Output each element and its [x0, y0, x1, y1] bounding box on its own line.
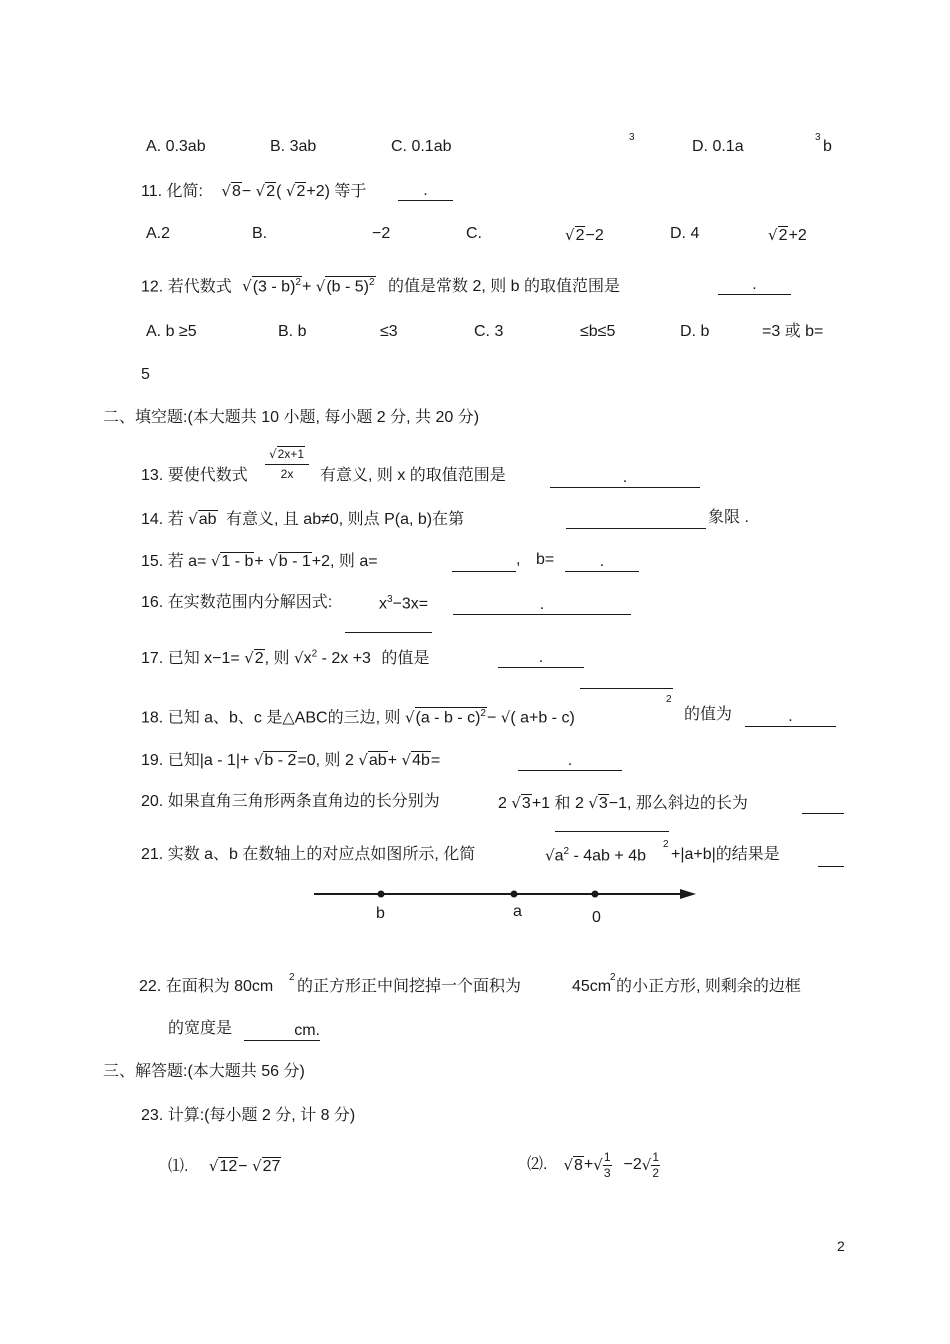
q14-tail-2: 象限 .	[708, 509, 749, 526]
q21-radical-a: a	[554, 847, 564, 865]
q12-option-d-value: =3 或 b=	[762, 323, 824, 340]
fraction-denominator: 2	[652, 1165, 660, 1180]
q16-x: x	[379, 595, 387, 613]
q23-part-2-fraction-2	[651, 1150, 660, 1180]
q17-radical-2: x	[303, 650, 312, 667]
sqrt-symbol: √	[588, 794, 598, 812]
q16-exponent: 3	[387, 594, 393, 605]
q11-minus: −	[241, 183, 252, 200]
q13-fraction	[265, 446, 309, 480]
q23-part-2-plus: +	[583, 1156, 594, 1173]
q18-overline	[580, 688, 673, 689]
q14-number: 14. 若	[141, 511, 184, 528]
q21-overline	[555, 831, 669, 832]
q21-exponent-a: 2	[563, 846, 570, 857]
q10-option-c-sup: 3	[629, 132, 635, 143]
q16-expression-tail: −3x=	[392, 595, 429, 613]
q13-radical: 2x+1	[277, 447, 304, 461]
q20-mid: +1 和 2	[531, 795, 584, 812]
q21-text: 21. 实数 a、b 在数轴上的对应点如图所示, 化简	[141, 846, 476, 863]
sqrt-symbol: √	[641, 1155, 652, 1174]
q11-option-d-tail: +2	[788, 227, 807, 244]
q12-exponent-1: 2	[295, 277, 301, 288]
sqrt-symbol: √	[268, 552, 278, 570]
sqrt-symbol: √	[500, 708, 511, 727]
q21-exponent-b: 2	[663, 839, 669, 850]
q15-answer-blank-a	[452, 553, 516, 572]
q22-sup-1: 2	[289, 972, 295, 983]
q23-part-2-minus: −2	[623, 1156, 642, 1173]
sqrt-symbol: √	[255, 182, 266, 200]
sqrt-symbol: √	[768, 226, 778, 244]
q22-line2: 的宽度是	[168, 1020, 233, 1037]
sqrt-symbol: √	[253, 751, 264, 769]
q12-radical-1	[252, 276, 302, 296]
sqrt-symbol: √	[208, 1157, 219, 1175]
q23-part-1-minus: −	[238, 1158, 248, 1175]
q14-radical: ab	[198, 511, 217, 528]
q18-answer-blank	[745, 708, 836, 727]
number-line-point-zero	[592, 891, 599, 898]
q20-tail: −1, 那么斜边的长为	[608, 795, 748, 812]
q21-answer-blank	[818, 848, 844, 867]
q11-option-b-value: −2	[372, 225, 391, 242]
q15-number: 15. 若 a=	[141, 553, 207, 570]
q18-radical-1-body: (a - b - c)	[415, 709, 481, 727]
q20-radical-2: 3	[598, 795, 608, 812]
number-line	[310, 884, 700, 904]
q11-radical-2b: 2	[296, 183, 306, 200]
blank-dot: .	[788, 708, 793, 725]
q16-answer-blank	[453, 596, 631, 615]
q12-option-c: C. 3	[474, 323, 504, 340]
q12-question	[141, 276, 620, 296]
q19-radical-1: b - 2	[264, 752, 297, 769]
fraction-numerator: 1	[603, 1150, 611, 1165]
q15-comma: ,	[516, 551, 521, 568]
q16-number: 16. 在实数范围内分解因式:	[141, 594, 333, 611]
blank-dot: .	[539, 596, 545, 613]
sqrt-symbol: √	[252, 1157, 262, 1175]
q10-option-c: C. 0.1ab	[391, 138, 452, 155]
q19-question	[141, 751, 440, 770]
q15-question	[141, 552, 378, 571]
q11-number: 11. 化简:	[141, 183, 203, 200]
q18-number: 18. 已知 a、b、c 是△ABC的三边, 则	[141, 709, 401, 727]
q13-fraction-numerator	[265, 446, 309, 461]
q11-radical-2: 2	[266, 183, 276, 200]
q13-number: 13. 要使代数式	[141, 467, 248, 484]
q22-value-2: 45cm	[572, 978, 612, 995]
sqrt-symbol: √	[285, 182, 296, 200]
q15-plus: +	[254, 553, 264, 570]
q20-text: 20. 如果直角三角形两条直角边的长分别为	[141, 793, 440, 810]
q12-radical-2-body: (b - 5)	[326, 278, 369, 296]
q18-radical-1	[415, 707, 487, 727]
q12-option-b: B. b	[278, 323, 307, 340]
q20-radical-1: 3	[521, 795, 531, 812]
q19-answer-blank	[518, 752, 622, 771]
q12-option-b-value: ≤3	[380, 323, 398, 340]
q22-answer-blank	[244, 1022, 320, 1041]
q22-unit: cm.	[294, 1022, 320, 1039]
q12-option-d: D. b	[680, 323, 710, 340]
q11-option-c-radical: 2	[575, 227, 585, 244]
q18-radical-2: ( a+b - c)	[510, 709, 575, 727]
number-line-label-b: b	[376, 905, 385, 922]
q22-line1-tail: 的小正方形, 则剩余的边框	[616, 978, 801, 995]
sqrt-symbol: √	[358, 751, 368, 769]
blank-dot: .	[423, 182, 428, 199]
number-line-point-a	[511, 891, 518, 898]
q19-number: 19. 已知|a - 1|+	[141, 752, 250, 769]
blank-dot: .	[622, 469, 628, 486]
section-3-heading: 三、解答题:(本大题共 56 分)	[103, 1063, 305, 1080]
q11-option-c-value	[565, 226, 604, 245]
q21-tail: +|a+b|的结果是	[671, 846, 780, 863]
q12-radical-1-body: (3 - b)	[252, 278, 296, 296]
q22-line1-mid: 的正方形正中间挖掉一个面积为	[297, 978, 522, 995]
q23-part-2-fraction-1	[603, 1150, 612, 1180]
sqrt-symbol: √	[315, 277, 326, 296]
q14-answer-blank	[566, 510, 706, 529]
q23-part-2-radical-1: 8	[574, 1156, 583, 1174]
q12-answer-blank	[718, 276, 791, 295]
q13-answer-blank	[550, 469, 700, 488]
q11-question	[141, 182, 366, 201]
q12-radical-2	[325, 276, 375, 296]
q15-b-equals: b=	[536, 551, 555, 568]
q22-sup-2: 2	[610, 972, 616, 983]
fraction-numerator: 1	[652, 1150, 660, 1165]
q14-question	[141, 510, 464, 529]
q11-option-c: C.	[466, 225, 482, 242]
q12-option-a: A. b ≥5	[146, 323, 197, 340]
page-number: 2	[837, 1238, 845, 1254]
q16-expression	[379, 595, 428, 612]
sqrt-symbol: √	[563, 1155, 574, 1174]
q17-radical: 2	[254, 650, 264, 667]
q11-option-a: A.2	[146, 225, 171, 242]
q17-answer-blank	[498, 649, 584, 668]
q15-answer-blank-b	[565, 553, 639, 572]
q19-mid: =0, 则 2	[297, 752, 354, 769]
q23-part-2	[527, 1148, 660, 1182]
blank-dot: .	[538, 649, 544, 666]
q20-answer-blank	[802, 795, 844, 814]
q13-tail: 有意义, 则 x 的取值范围是	[320, 467, 506, 484]
sqrt-symbol: √	[401, 751, 412, 769]
q11-option-d-value	[768, 226, 807, 245]
q18-exponent-2: 2	[666, 694, 672, 705]
number-line-label-zero: 0	[592, 909, 601, 926]
q22-line1-head: 22. 在面积为 80cm	[139, 978, 274, 995]
q10-option-a: A. 0.3ab	[146, 138, 206, 155]
q15-radical-1: 1 - b	[221, 553, 254, 570]
q21-radical-tail: - 4ab + 4b	[573, 847, 646, 865]
q12-option-c-value: ≤b≤5	[580, 323, 616, 340]
q15-radical-2: b - 1	[278, 553, 311, 570]
number-line-label-a: a	[513, 903, 522, 920]
sqrt-symbol: √	[565, 226, 575, 244]
q12-plus: +	[301, 278, 312, 296]
sqrt-symbol: √	[210, 552, 221, 570]
sqrt-symbol: √	[545, 846, 555, 865]
section-2-heading: 二、填空题:(本大题共 10 小题, 每小题 2 分, 共 20 分)	[103, 409, 480, 426]
blank-dot: .	[567, 752, 573, 769]
q17-number: 17. 已知 x−1=	[141, 650, 240, 667]
q17-radical-2-tail: - 2x +3	[321, 650, 371, 667]
q10-option-b: B. 3ab	[270, 138, 317, 155]
q23-title: 23. 计算:(每小题 2 分, 计 8 分)	[141, 1107, 356, 1124]
blank-dot: .	[752, 276, 757, 293]
q18-question	[141, 707, 575, 727]
q10-option-d-tail: b	[823, 138, 832, 155]
q19-plus: +	[387, 752, 398, 769]
q23-part-1	[168, 1157, 281, 1176]
q11-plus-two: +2)	[306, 183, 330, 200]
q11-option-b: B.	[252, 225, 268, 242]
q11-option-c-tail: −2	[585, 227, 604, 244]
q21-expression	[545, 847, 646, 864]
sqrt-symbol: √	[242, 277, 252, 296]
q12-option-d-wrap: 5	[141, 366, 150, 383]
q23-part-2-label: ⑵.	[527, 1156, 548, 1173]
q18-tail: 的值为	[684, 706, 733, 723]
q18-minus: −	[486, 709, 497, 727]
q18-exponent-1: 2	[480, 708, 486, 719]
number-line-arrow	[680, 889, 696, 899]
sqrt-symbol: √	[294, 649, 304, 667]
number-line-point-b	[378, 891, 385, 898]
fraction-denominator: 3	[603, 1165, 611, 1180]
q11-tail: 等于	[334, 183, 367, 200]
q23-part-1-label: ⑴.	[168, 1158, 189, 1175]
q17-overline	[345, 632, 432, 633]
q11-answer-blank	[398, 182, 453, 201]
q20-coef-1: 2	[498, 795, 507, 812]
q12-tail: 的值是常数 2, 则 b 的取值范围是	[388, 278, 621, 296]
q19-radical-2: ab	[368, 752, 387, 769]
q11-option-d: D. 4	[670, 225, 700, 242]
q17-question	[141, 649, 429, 668]
q10-option-d: D. 0.1a	[692, 138, 744, 155]
sqrt-symbol: √	[244, 649, 254, 667]
sqrt-symbol: √	[268, 447, 277, 461]
q11-paren: (	[276, 183, 282, 200]
q12-exponent-2: 2	[368, 277, 375, 288]
q15-tail: +2, 则 a=	[311, 553, 378, 570]
q19-radical-3: 4b	[412, 752, 430, 769]
q10-option-d-sup: 3	[815, 132, 821, 143]
q12-number: 12. 若代数式	[141, 278, 232, 296]
q19-tail: =	[430, 752, 441, 769]
q13-fraction-denominator: 2x	[265, 464, 309, 480]
sqrt-symbol: √	[593, 1155, 603, 1174]
sqrt-symbol: √	[404, 708, 415, 727]
q11-option-d-radical: 2	[778, 227, 788, 244]
q23-part-1-radical-1: 12	[219, 1158, 238, 1175]
sqrt-symbol: √	[221, 182, 231, 200]
blank-dot: .	[599, 553, 605, 570]
q17-mid: , 则	[264, 650, 290, 667]
sqrt-symbol: √	[188, 510, 198, 528]
q20-values	[498, 794, 748, 813]
q17-tail: 的值是	[381, 650, 430, 667]
sqrt-symbol: √	[511, 794, 521, 812]
q11-radical-8: 8	[231, 183, 241, 200]
q23-part-1-radical-2: 27	[262, 1158, 281, 1175]
q17-exponent: 2	[311, 648, 318, 660]
q14-tail: 有意义, 且 ab≠0, 则点 P(a, b)在第	[225, 511, 465, 528]
